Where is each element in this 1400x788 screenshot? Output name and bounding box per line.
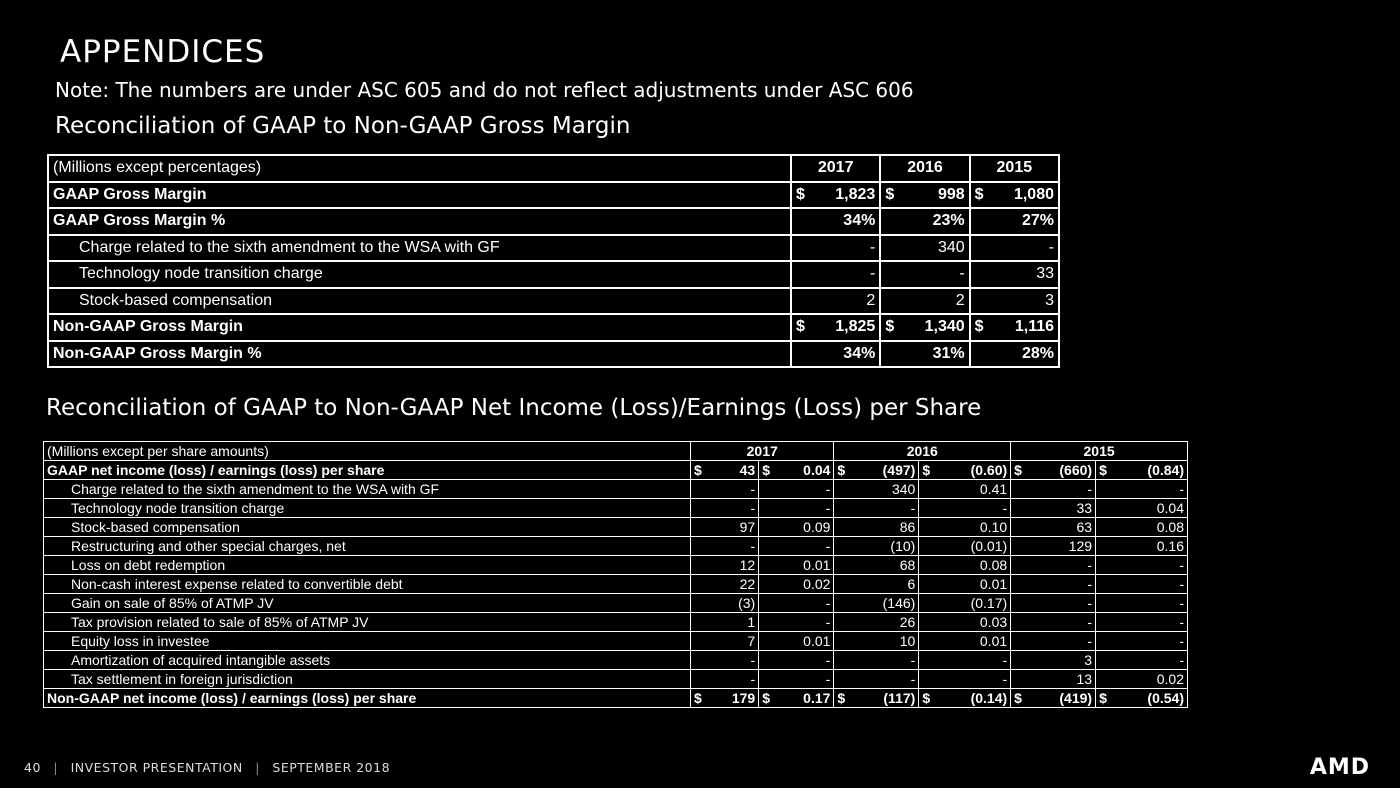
row-value: - xyxy=(759,651,834,670)
row-value: 12 xyxy=(691,556,759,575)
header-year: 2017 xyxy=(791,155,880,182)
row-value: 2 xyxy=(791,288,880,315)
row-label: GAAP net income (loss) / earnings (loss) per share xyxy=(44,461,691,480)
currency-symbol: $ xyxy=(922,690,931,706)
row-value: (3) xyxy=(691,594,759,613)
row-label: Tax settlement in foreign jurisdiction xyxy=(44,670,691,689)
row-value: - xyxy=(1011,594,1096,613)
row-label: Technology node transition charge xyxy=(44,499,691,518)
currency-symbol: $ xyxy=(885,185,895,203)
currency-symbol: $ xyxy=(694,462,702,478)
row-value: - xyxy=(691,651,759,670)
footer-separator: | xyxy=(255,760,260,775)
row-label: Charge related to the sixth amendment to the WSA with GF xyxy=(48,235,791,262)
table-row xyxy=(44,461,1188,480)
cell-value: (0.84) xyxy=(1147,462,1184,478)
currency-symbol: $ xyxy=(922,462,931,478)
table-row xyxy=(44,689,1188,708)
row-value xyxy=(1096,689,1188,708)
currency-cell xyxy=(796,318,875,336)
cell-value: 998 xyxy=(937,185,965,203)
row-value: - xyxy=(759,499,834,518)
row-value: - xyxy=(1096,480,1188,499)
currency-cell xyxy=(1014,462,1092,478)
row-value: - xyxy=(1096,575,1188,594)
currency-cell xyxy=(796,186,875,204)
row-value: 0.01 xyxy=(759,632,834,651)
row-value: 0.03 xyxy=(919,613,1011,632)
row-value xyxy=(834,689,919,708)
cell-value: (117) xyxy=(883,690,916,706)
row-value: 34% xyxy=(791,341,880,368)
currency-cell xyxy=(762,462,830,478)
table-row xyxy=(48,314,1059,341)
table-row xyxy=(44,651,1188,670)
row-label: GAAP Gross Margin % xyxy=(48,208,791,235)
table-row xyxy=(48,208,1059,235)
cell-value: (497) xyxy=(882,462,916,478)
row-value xyxy=(970,314,1059,341)
row-value: - xyxy=(919,651,1011,670)
row-value: - xyxy=(759,613,834,632)
gross-margin-heading: Reconciliation of GAAP to Non-GAAP Gross Margin xyxy=(55,113,631,139)
row-value: 68 xyxy=(834,556,919,575)
row-value: - xyxy=(1096,556,1188,575)
row-value: (0.17) xyxy=(919,594,1011,613)
row-value: - xyxy=(791,261,880,288)
row-value: 0.41 xyxy=(919,480,1011,499)
table-row xyxy=(44,670,1188,689)
row-value: - xyxy=(791,235,880,262)
row-value xyxy=(834,461,919,480)
row-value xyxy=(919,689,1011,708)
currency-cell xyxy=(1099,690,1184,706)
currency-cell xyxy=(837,690,915,706)
header-year: 2015 xyxy=(970,155,1059,182)
page-number: 40 xyxy=(24,760,41,775)
row-value: 0.01 xyxy=(919,632,1011,651)
row-value: 7 xyxy=(691,632,759,651)
currency-symbol: $ xyxy=(885,318,895,336)
row-value xyxy=(1011,461,1096,480)
row-value xyxy=(1011,689,1096,708)
currency-cell xyxy=(975,318,1054,336)
cell-value: 1,116 xyxy=(1014,318,1054,336)
row-value: - xyxy=(919,499,1011,518)
row-value: - xyxy=(919,670,1011,689)
row-value: 0.01 xyxy=(759,556,834,575)
footer-date: SEPTEMBER 2018 xyxy=(272,760,391,775)
header-year: 2015 xyxy=(1011,442,1188,461)
row-value xyxy=(691,689,759,708)
row-label: Non-GAAP Gross Margin % xyxy=(48,341,791,368)
row-value xyxy=(880,182,969,209)
row-value: - xyxy=(1011,556,1096,575)
row-value: 0.08 xyxy=(919,556,1011,575)
row-value: 31% xyxy=(880,341,969,368)
cell-value: 179 xyxy=(731,690,756,706)
row-value: (146) xyxy=(834,594,919,613)
row-value xyxy=(691,461,759,480)
row-value xyxy=(759,689,834,708)
table-row xyxy=(48,341,1059,368)
row-value: - xyxy=(691,499,759,518)
row-value: - xyxy=(1096,613,1188,632)
currency-cell xyxy=(922,690,1007,706)
page-title: APPENDICES xyxy=(60,34,266,70)
row-value: (10) xyxy=(834,537,919,556)
header-label: (Millions except per share amounts) xyxy=(44,442,691,461)
row-label: Gain on sale of 85% of ATMP JV xyxy=(44,594,691,613)
row-label: Technology node transition charge xyxy=(48,261,791,288)
cell-value: 0.04 xyxy=(803,462,831,478)
row-value: 0.02 xyxy=(759,575,834,594)
row-value: 0.04 xyxy=(1096,499,1188,518)
amd-logo: AMD xyxy=(1309,755,1370,780)
row-value: 28% xyxy=(970,341,1059,368)
row-value: 13 xyxy=(1011,670,1096,689)
cell-value: (0.60) xyxy=(970,462,1008,478)
row-value xyxy=(791,182,880,209)
table-row xyxy=(44,613,1188,632)
row-value: 340 xyxy=(834,480,919,499)
footer-separator: | xyxy=(53,760,59,775)
row-value: 0.09 xyxy=(759,518,834,537)
row-value: - xyxy=(970,235,1059,262)
cell-value: (660) xyxy=(1059,462,1093,478)
table-row xyxy=(48,235,1059,262)
gross-margin-table xyxy=(47,154,1060,368)
currency-symbol: $ xyxy=(762,690,771,706)
table-header-row xyxy=(48,155,1059,182)
row-value xyxy=(791,314,880,341)
currency-cell xyxy=(1099,462,1184,478)
currency-symbol: $ xyxy=(837,690,846,706)
row-value: 33 xyxy=(1011,499,1096,518)
row-label: Non-cash interest expense related to convertible debt xyxy=(44,575,691,594)
currency-symbol: $ xyxy=(1014,462,1022,478)
row-value xyxy=(759,461,834,480)
row-value: 33 xyxy=(970,261,1059,288)
cell-value: (419) xyxy=(1059,690,1093,706)
header-year: 2016 xyxy=(880,155,969,182)
cell-value: 43 xyxy=(739,462,756,478)
row-value: - xyxy=(880,261,969,288)
table-row xyxy=(44,632,1188,651)
row-value xyxy=(970,182,1059,209)
row-value: - xyxy=(834,651,919,670)
table-row xyxy=(44,480,1188,499)
row-value: - xyxy=(1096,594,1188,613)
row-label: Stock-based compensation xyxy=(44,518,691,537)
row-value: - xyxy=(759,594,834,613)
currency-cell xyxy=(837,462,915,478)
row-value: - xyxy=(1011,613,1096,632)
currency-symbol: $ xyxy=(1014,690,1022,706)
currency-symbol: $ xyxy=(974,185,984,203)
header-year: 2016 xyxy=(834,442,1011,461)
row-value xyxy=(1096,461,1188,480)
row-value xyxy=(880,314,969,341)
row-label: Non-GAAP Gross Margin xyxy=(48,314,791,341)
row-value: - xyxy=(759,537,834,556)
table-row xyxy=(48,261,1059,288)
row-value: 0.16 xyxy=(1096,537,1188,556)
row-value: 63 xyxy=(1011,518,1096,537)
cell-value: 1,080 xyxy=(1013,185,1054,203)
row-value: - xyxy=(1011,480,1096,499)
row-value: - xyxy=(691,537,759,556)
row-value: 10 xyxy=(834,632,919,651)
currency-symbol: $ xyxy=(837,462,846,478)
currency-cell xyxy=(694,690,755,706)
cell-value: 1,340 xyxy=(924,318,965,336)
row-value: 27% xyxy=(970,208,1059,235)
row-value: - xyxy=(1096,651,1188,670)
row-value: 340 xyxy=(880,235,969,262)
currency-symbol: $ xyxy=(796,185,805,203)
currency-cell xyxy=(762,690,830,706)
row-label: GAAP Gross Margin xyxy=(48,182,791,209)
table-row xyxy=(44,556,1188,575)
cell-value: 1,823 xyxy=(835,185,876,203)
currency-cell xyxy=(922,462,1007,478)
footer-section: INVESTOR PRESENTATION xyxy=(70,760,243,775)
header-year: 2017 xyxy=(691,442,834,461)
cell-value: (0.14) xyxy=(970,690,1008,706)
currency-symbol: $ xyxy=(796,318,805,336)
row-value: 2 xyxy=(880,288,969,315)
cell-value: (0.54) xyxy=(1147,690,1184,706)
currency-symbol: $ xyxy=(694,690,702,706)
row-value: 34% xyxy=(791,208,880,235)
currency-cell xyxy=(1014,690,1092,706)
row-label: Non-GAAP net income (loss) / earnings (loss) per share xyxy=(44,689,691,708)
footer xyxy=(24,760,390,775)
row-value: 22 xyxy=(691,575,759,594)
row-value: 1 xyxy=(691,613,759,632)
currency-cell xyxy=(885,318,964,336)
asc-note: Note: The numbers are under ASC 605 and do not reflect adjustments under ASC 606 xyxy=(55,78,914,102)
currency-symbol: $ xyxy=(1099,690,1107,706)
table-row xyxy=(44,594,1188,613)
row-label: Equity loss in investee xyxy=(44,632,691,651)
row-value: 0.01 xyxy=(919,575,1011,594)
row-value xyxy=(919,461,1011,480)
row-value: 3 xyxy=(970,288,1059,315)
row-value: 0.10 xyxy=(919,518,1011,537)
row-value: 0.02 xyxy=(1096,670,1188,689)
table-row xyxy=(48,288,1059,315)
net-income-table xyxy=(43,441,1188,708)
row-value: - xyxy=(834,670,919,689)
cell-value: 1,825 xyxy=(835,318,876,336)
table-row xyxy=(44,499,1188,518)
row-value: 23% xyxy=(880,208,969,235)
row-value: 6 xyxy=(834,575,919,594)
currency-cell xyxy=(885,186,964,204)
row-value: 86 xyxy=(834,518,919,537)
row-value: - xyxy=(834,499,919,518)
cell-value: 0.17 xyxy=(803,690,831,706)
row-label: Amortization of acquired intangible assets xyxy=(44,651,691,670)
row-label: Tax provision related to sale of 85% of ATMP JV xyxy=(44,613,691,632)
row-label: Stock-based compensation xyxy=(48,288,791,315)
row-value: - xyxy=(759,480,834,499)
table-header-row xyxy=(44,442,1188,461)
row-value: - xyxy=(1011,575,1096,594)
row-value: 129 xyxy=(1011,537,1096,556)
table-row xyxy=(44,575,1188,594)
row-value: (0.01) xyxy=(919,537,1011,556)
row-value: - xyxy=(1096,632,1188,651)
row-label: Loss on debt redemption xyxy=(44,556,691,575)
currency-cell xyxy=(694,462,755,478)
row-value: - xyxy=(759,670,834,689)
table-row xyxy=(44,518,1188,537)
currency-symbol: $ xyxy=(762,462,771,478)
row-value: 3 xyxy=(1011,651,1096,670)
row-value: - xyxy=(691,480,759,499)
row-value: - xyxy=(691,670,759,689)
row-value: 97 xyxy=(691,518,759,537)
currency-symbol: $ xyxy=(974,318,984,336)
row-label: Charge related to the sixth amendment to the WSA with GF xyxy=(44,480,691,499)
currency-symbol: $ xyxy=(1099,462,1107,478)
table-row xyxy=(48,182,1059,209)
row-label: Restructuring and other special charges, net xyxy=(44,537,691,556)
header-label: (Millions except percentages) xyxy=(48,155,791,182)
row-value: 0.08 xyxy=(1096,518,1188,537)
table-row xyxy=(44,537,1188,556)
currency-cell xyxy=(975,186,1054,204)
net-income-heading: Reconciliation of GAAP to Non-GAAP Net Income (Loss)/Earnings (Loss) per Share xyxy=(46,395,982,421)
row-value: 26 xyxy=(834,613,919,632)
row-value: - xyxy=(1011,632,1096,651)
